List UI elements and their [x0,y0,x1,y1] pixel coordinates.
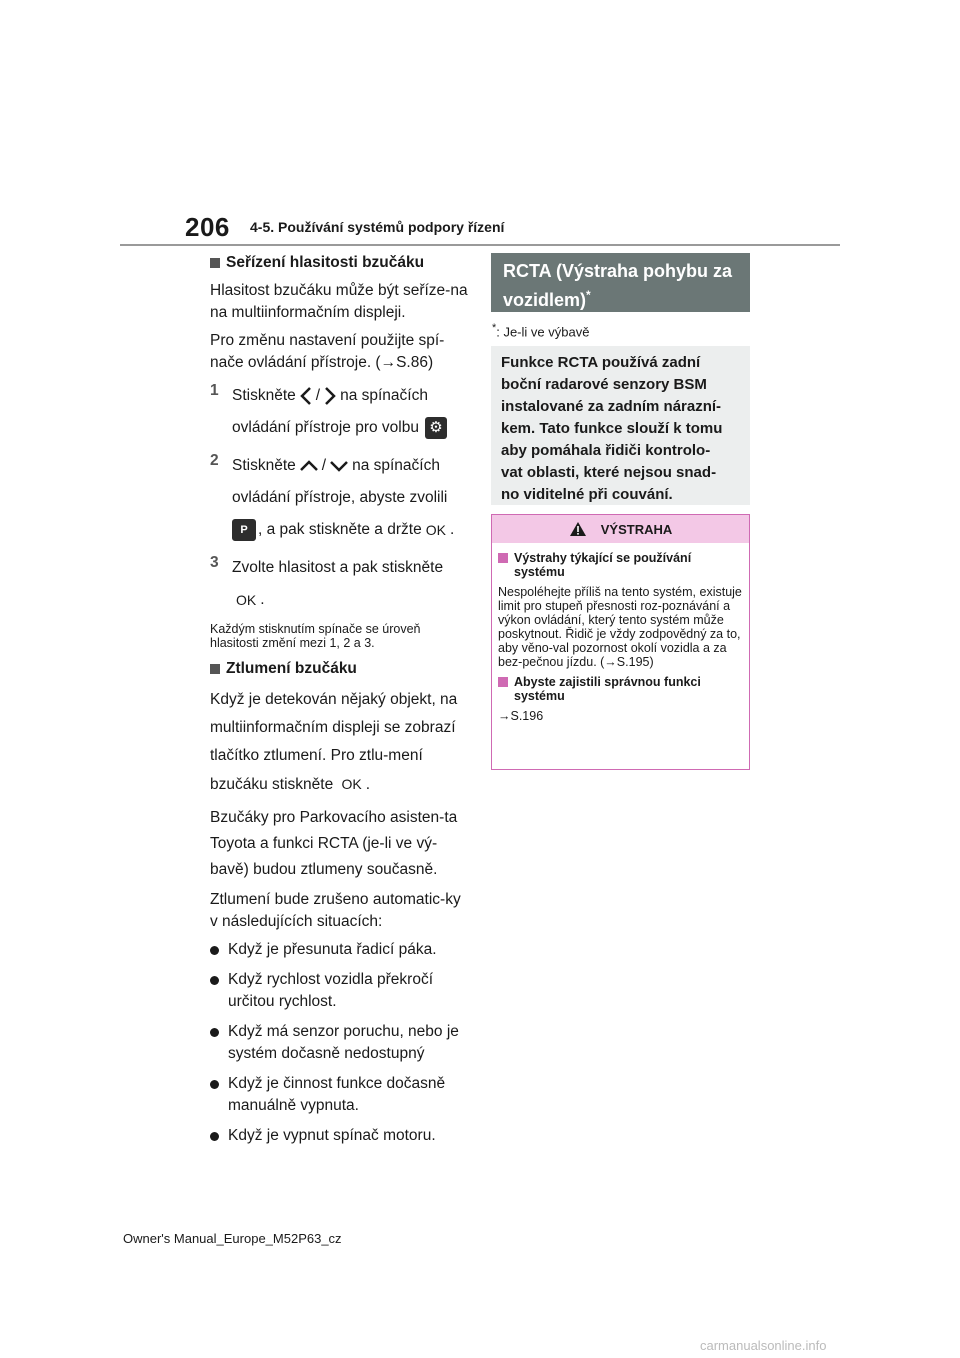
paragraph: Ztlumení bude zrušeno automatic-ky v následujících situacích: [210,891,461,930]
step-3: 3 Zvolte hlasitost a pak stiskněte OK . [210,552,472,616]
warning-subheading: Abyste zajistili správnou funkci systému [498,675,743,703]
paragraph: Když je detekován nějaký objekt, na multiinformačním displeji se zobrazí tlačítko ztlumení. Pro ztlu-mení bzučáku stiskněte OK . [210,691,458,793]
warning-box [491,514,750,770]
square-bullet-icon [210,664,220,674]
summary-box: Funkce RCTA používá zadní boční radarové senzory BSM instalované za zadním nárazní- kem. Tato funkce slouží k tomu aby pomáhala řidiči kontrolo- vat oblasti, které nejsou snad- no viditelné při couvání. [491,346,750,505]
chevron-right-icon [323,386,337,406]
bullet-icon [210,946,219,955]
list-item: Když rychlost vozidla překročí určitou rychlost. [210,969,472,1013]
square-bullet-icon [498,553,508,563]
left-column [210,252,472,1155]
page-reference: →S.196 [498,709,544,723]
bullet-icon [210,1080,219,1089]
rcta-title-box: RCTA (Výstraha pohybu za vozidlem)* [491,253,750,312]
warning-subheading: Výstrahy týkající se používání systému [498,551,743,579]
bullet-icon [210,1132,219,1141]
step-2: 2 Stiskněte / na spínačích ovládání přístroje, abyste zvolili P , a pak stiskněte a držte OK . [210,450,472,546]
bullet-icon [210,1028,219,1037]
parking-sensor-icon: P [232,519,256,541]
settings-gear-icon: ⚙ [425,417,447,439]
ok-button-icon: OK [236,592,257,608]
note: Každým stisknutím spínače se úroveň hlasitosti změní mezi 1, 2 a 3. [210,622,421,650]
list-item: Když je činnost funkce dočasně manuálně vypnuta. [210,1073,472,1117]
section-title: 4-5. Používání systémů podpory řízení [250,219,505,235]
footer: Owner's Manual_Europe_M52P63_cz [123,1231,342,1246]
warning-header: VÝSTRAHA [492,515,749,543]
list-item: Když je vypnut spínač motoru. [210,1125,472,1147]
warning-text: Nespoléhejte příliš na tento systém, existuje limit pro stupeň přesnosti roz-poznávání a výkon ovládání, který tento systém může poskytnout. Řidič je vždy zodpovědný za to, aby věno-val pozornost okolí vozidla a za bez-pečnou jízdu. (→S.195) [498,585,742,669]
list-item: Když je přesunuta řadicí páka. [210,939,472,961]
paragraph: Bzučáky pro Parkovacího asisten-ta Toyota a funkci RCTA (je-li ve vý-bavě) budou ztlumeny současně. [210,809,458,878]
watermark: carmanualsonline.info [700,1338,827,1353]
square-bullet-icon [498,677,508,687]
page-number: 206 [185,212,230,242]
step-1: 1 Stiskněte / na spínačích ovládání přístroje pro volbu ⚙ [210,380,472,444]
square-bullet-icon [210,258,220,268]
bullet-icon [210,976,219,985]
paragraph: Pro změnu nastavení použijte spí-nače ovládání přístroje. (→S.86) [210,332,445,371]
list-item: Když má senzor poruchu, nebo je systém dočasně nedostupný [210,1021,472,1065]
paragraph: Hlasitost bzučáku může být seříze-na na multiinformačním displeji. [210,282,468,321]
heading-volume: Seřízení hlasitosti bzučáku [210,252,472,274]
footnote: *: Je-li ve výbavě [492,322,590,340]
ok-button-icon: OK [425,522,446,538]
chevron-left-icon [299,386,313,406]
warning-triangle-icon [569,521,587,537]
chevron-down-icon [329,459,349,473]
chevron-up-icon [299,459,319,473]
heading-mute: Ztlumení bzučáku [210,658,472,680]
ok-button-icon: OK [341,776,362,792]
header-rule [120,244,840,246]
